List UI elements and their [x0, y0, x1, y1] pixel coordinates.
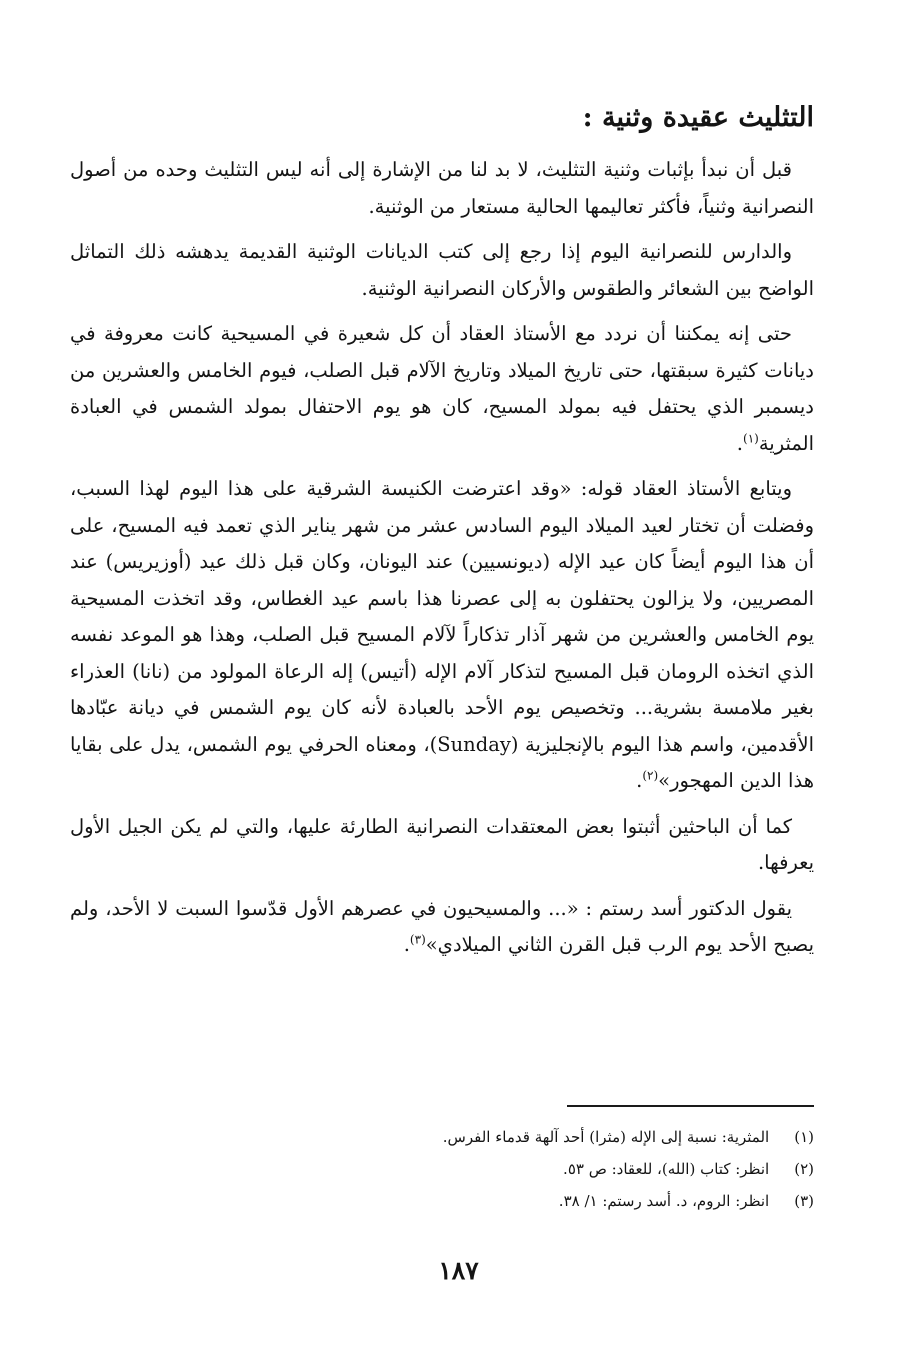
- footnote-ref-2: (٢): [642, 768, 659, 783]
- paragraph-rustum-quote: يقول الدكتور أسد رستم : «... والمسيحيون في عصرهم الأول قدّسوا السبت لا الأحد، ولم يصبح الأحد يوم الرب قبل القرن الثاني الميلادي»$^{(٣)}$.: [70, 896, 814, 956]
- footnote-ref-1: (١): [743, 431, 759, 445]
- footnotes-list: [114, 1121, 814, 1217]
- footnote-text: المثرية: نسبة إلى الإله (مثرا) أحد آلهة قدماء الفرس.: [442, 1128, 770, 1146]
- paragraph-aqqad: حتى إنه يمكننا أن نردد مع الأستاذ العقاد أن كل شعيرة في المسيحية كانت معروفة في ديانات كثيرة سبقتها، حتى تاريخ الميلاد وتاريخ الآلام قبل الصلب، فيوم الخامس والعشرين من ديسمبر الذي يحتفل فيه بمولد المسيح، كان هو يوم الاحتفال بمولد الشمس في العبادة المثرية$^{(١)}$.: [70, 322, 814, 455]
- section-heading: التثليث عقيدة وثنية :: [582, 102, 814, 133]
- footnote-number: (١): [794, 1128, 814, 1146]
- paragraph-intro: قبل أن نبدأ بإثبات وثنية التثليث، لا بد لنا من الإشارة إلى أنه ليس التثليث وحده من أصول النصرانية وثنياً، فأكثر تعاليمها الحالية مستعار من الوثنية.: [70, 158, 814, 218]
- paragraph-student: والدارس للنصرانية اليوم إذا رجع إلى كتب الديانات الوثنية القديمة يدهشه ذلك التماثل الواضح بين الشعائر والطقوس والأركان النصرانية الوثنية.: [70, 240, 814, 300]
- footnote-separator: [567, 1105, 814, 1107]
- body-text: [70, 152, 814, 973]
- footnote-text: انظر: الروم، د. أسد رستم: ١/ ٣٨.: [558, 1192, 770, 1210]
- footnote-number: (٢): [794, 1160, 814, 1178]
- paragraph-researchers: كما أن الباحثين أثبتوا بعض المعتقدات النصرانية الطارئة عليها، والتي لم يكن الجيل الأول يعرفها.: [70, 814, 814, 874]
- footnote-item: [114, 1185, 814, 1217]
- footnote-ref-3: (٣): [409, 932, 426, 947]
- footnote-item: [114, 1121, 814, 1153]
- paragraph-aqqad-quote: ويتابع الأستاذ العقاد قوله: «وقد اعترضت الكنيسة الشرقية على هذا اليوم لهذا السبب، وفضلت أن تختار لعيد الميلاد اليوم السادس عشر من شهر يناير الذي تعمد فيه المسيح، على أن هذا اليوم أيضاً كان عيد الإله (ديونسيين) عند اليونان، وكان قبل ذلك عيد (أوزيريس) عند المصريين، ولا يزالون يحتفلون به إلى عصرنا هذا باسم عيد الغطاس، وقد اتخذت المسيحية يوم الخامس والعشرين من شهر آذار تذكاراً لآلام المسيح قبل الصلب، وهذا هو الموعد نفسه الذي اتخذه الرومان قبل المسيح لتذكار آلام الإله (أتيس) إله الرعاة المولود من (نانا) العذراء بغير ملامسة بشرية... وتخصيص يوم الأحد بالعبادة لأنه كان يوم الشمس في ديانة عبّادها الأقدمين، واسم هذا اليوم بالإنجليزية (Sunday)، ومعناه الحرفي يوم الشمس، يدل على بقايا هذا الدين المهجور»$^{(٢)}$.: [70, 477, 814, 792]
- page-number: ١٨٧: [438, 1256, 479, 1285]
- footnote-item: [114, 1153, 814, 1185]
- footnote-text: انظر: كتاب (الله)، للعقاد: ص ٥٣.: [563, 1160, 770, 1178]
- footnote-number: (٣): [794, 1192, 814, 1210]
